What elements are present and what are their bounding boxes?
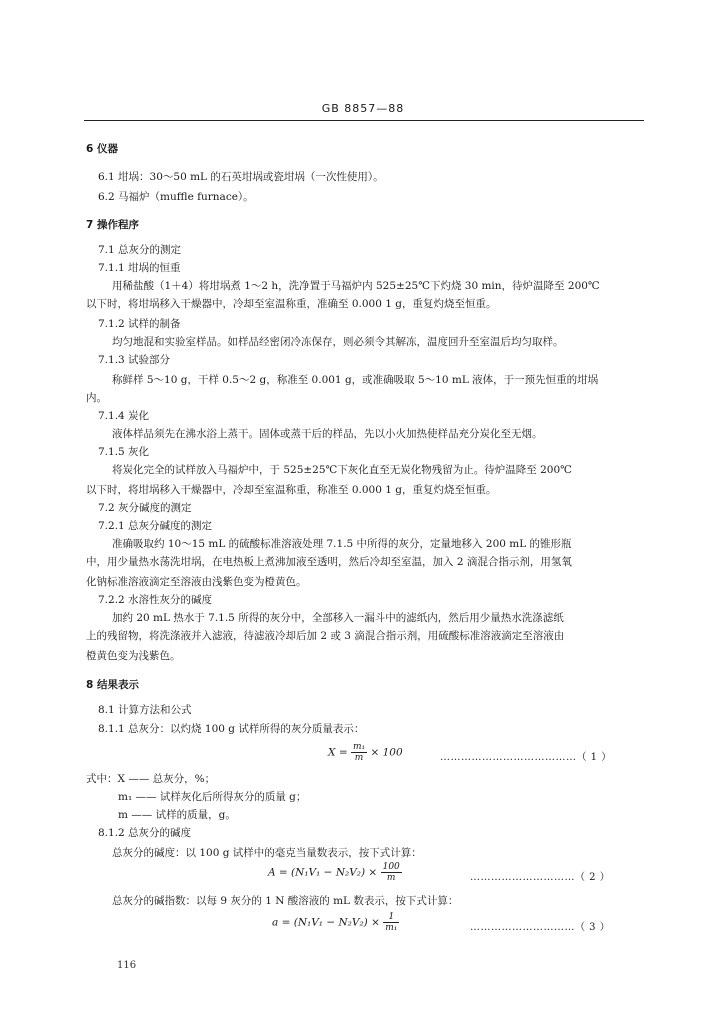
para-7-2-2-line1: 加约 20 mL 热水于 7.1.5 所得的灰分中，全部移入一漏斗中的滤纸内，然后用少量热水洗涤滤纸: [112, 612, 564, 624]
where-m1: m₁ —— 试样灰化后所得灰分的质量 g；: [118, 791, 307, 803]
para-7-1-1-line2: 以下时，将坩埚移入干燥器中，冷却至室温称重，准确至 0.000 1 g，重复灼烧至恒重。: [86, 298, 497, 310]
where-m: m —— 试样的质量，g。: [118, 809, 236, 821]
para-7-1-3-line1: 称鲜样 5～10 g，干样 0.5～2 g，称准至 0.001 g，或准确吸取 5～10 mL 液体，于一预先恒重的坩埚: [112, 374, 599, 386]
heading-7-1-5: 7.1.5 灰化: [98, 446, 150, 458]
equation-2-lhs: A = (N₁V₁ − N₂V₂) ×: [268, 866, 378, 879]
equation-3: [272, 912, 399, 933]
equation-2-numerator: 100: [382, 862, 400, 872]
page-number: 116: [117, 960, 137, 971]
heading-7-2-1: 7.2.1 总灰分碱度的测定: [98, 520, 213, 532]
heading-8-1-1: 8.1.1 总灰分：以灼烧 100 g 试样所得的灰分质量表示：: [98, 723, 365, 735]
equation-3-denominator: m₁: [385, 923, 398, 933]
para-7-2-2-line3: 橙黄色变为浅紫色。: [86, 650, 181, 662]
para-7-2-1-line2: 中，用少量热水荡洗坩埚，在电热板上煮沸加液至透明，然后冷却至室温，加入 2 滴混合指示剂，用氢氧: [86, 556, 572, 568]
para-7-1-2: 均匀地混和实验室样品。如样品经密闭冷冻保存，则必须令其解冻，温度回升至室温后均匀取样。: [112, 336, 564, 348]
equation-2: [268, 862, 402, 883]
para-7-1-5-line1: 将炭化完全的试样放入马福炉中，于 525±25℃下灰化直至无炭化物残留为止。待炉温降至 200℃: [112, 464, 572, 476]
equation-1-numerator: m₁: [352, 742, 366, 752]
item-6-1: 6.1 坩埚：30～50 mL 的石英坩埚或瓷坩埚（一次性使用）。: [98, 171, 384, 183]
where-x: 式中：X —— 总灰分，%；: [86, 773, 216, 785]
equation-3-lhs: a = (N₁V₁ − N₂V₂) ×: [272, 916, 380, 929]
equation-2-number: …………………………（ 2 ）: [470, 872, 611, 883]
para-8-1-2-index: 总灰分的碱指数：以每 9 灰分的 1 N 酸溶液的 mL 数表示，按下式计算：: [112, 895, 459, 907]
para-7-1-1-line1: 用稀盐酸（1＋4）将坩埚煮 1～2 h，洗净置于马福炉内 525±25℃下灼烧 30 min，待炉温降至 200℃: [112, 280, 600, 292]
para-7-2-2-line2: 上的残留物，将洗涤液并入滤液，待滤液冷却后加 2 或 3 滴混合指示剂，用硫酸标准溶液滴定至溶液由: [86, 630, 565, 642]
heading-7-1-3: 7.1.3 试验部分: [98, 354, 171, 366]
heading-7-2-2: 7.2.2 水溶性灰分的碱度: [98, 594, 213, 606]
para-7-2-1-line3: 化钠标准溶液滴定至溶液由浅紫色变为橙黄色。: [86, 576, 307, 588]
equation-1: [328, 742, 403, 763]
item-6-2: 6.2 马福炉（muffle furnace）。: [98, 191, 254, 203]
para-8-1-2: 总灰分的碱度：以 100 g 试样中的毫克当量数表示，按下式计算：: [112, 847, 422, 859]
heading-8-1-2: 8.1.2 总灰分的碱度: [98, 827, 192, 839]
section-8-title: 8 结果表示: [86, 679, 139, 691]
heading-7-1-4: 7.1.4 炭化: [98, 410, 150, 422]
page-header: GB 8857—88: [321, 102, 405, 115]
heading-7-2: 7.2 灰分碱度的测定: [98, 502, 192, 514]
equation-1-lhs: X =: [328, 746, 348, 759]
header-rule: [84, 120, 644, 121]
heading-8-1: 8.1 计算方法和公式: [98, 704, 192, 716]
equation-1-rhs: × 100: [370, 746, 403, 759]
para-7-1-3-line2: 内。: [86, 392, 107, 404]
equation-1-denominator: m: [354, 753, 364, 763]
section-7-title: 7 操作程序: [86, 219, 139, 231]
equation-3-fraction: [383, 912, 399, 933]
section-6-title: 6 仪器: [86, 143, 118, 155]
heading-7-1-2: 7.1.2 试样的制备: [98, 318, 181, 330]
equation-3-number: …………………………（ 3 ）: [470, 922, 611, 933]
equation-1-fraction: [351, 742, 367, 763]
para-7-2-1-line1: 准确吸取约 10～15 mL 的硫酸标准溶液处理 7.1.5 中所得的灰分，定量地移入 200 mL 的锥形瓶: [112, 538, 572, 550]
equation-2-fraction: [381, 862, 402, 883]
para-7-1-5-line2: 以下时，将坩埚移入干燥器中，冷却至室温称重，称准至 0.000 1 g，重复灼烧至恒重。: [86, 484, 497, 496]
para-7-1-4: 液体样品须先在沸水浴上蒸干。固体或蒸干后的样品，先以小火加热使样品充分炭化至无烟。: [112, 428, 543, 440]
heading-7-1-1: 7.1.1 坩埚的恒重: [98, 262, 181, 274]
equation-1-number: …………………………………（ 1 ）: [440, 752, 612, 763]
equation-2-denominator: m: [386, 873, 396, 883]
heading-7-1: 7.1 总灰分的测定: [98, 244, 182, 256]
equation-3-numerator: 1: [383, 912, 399, 923]
